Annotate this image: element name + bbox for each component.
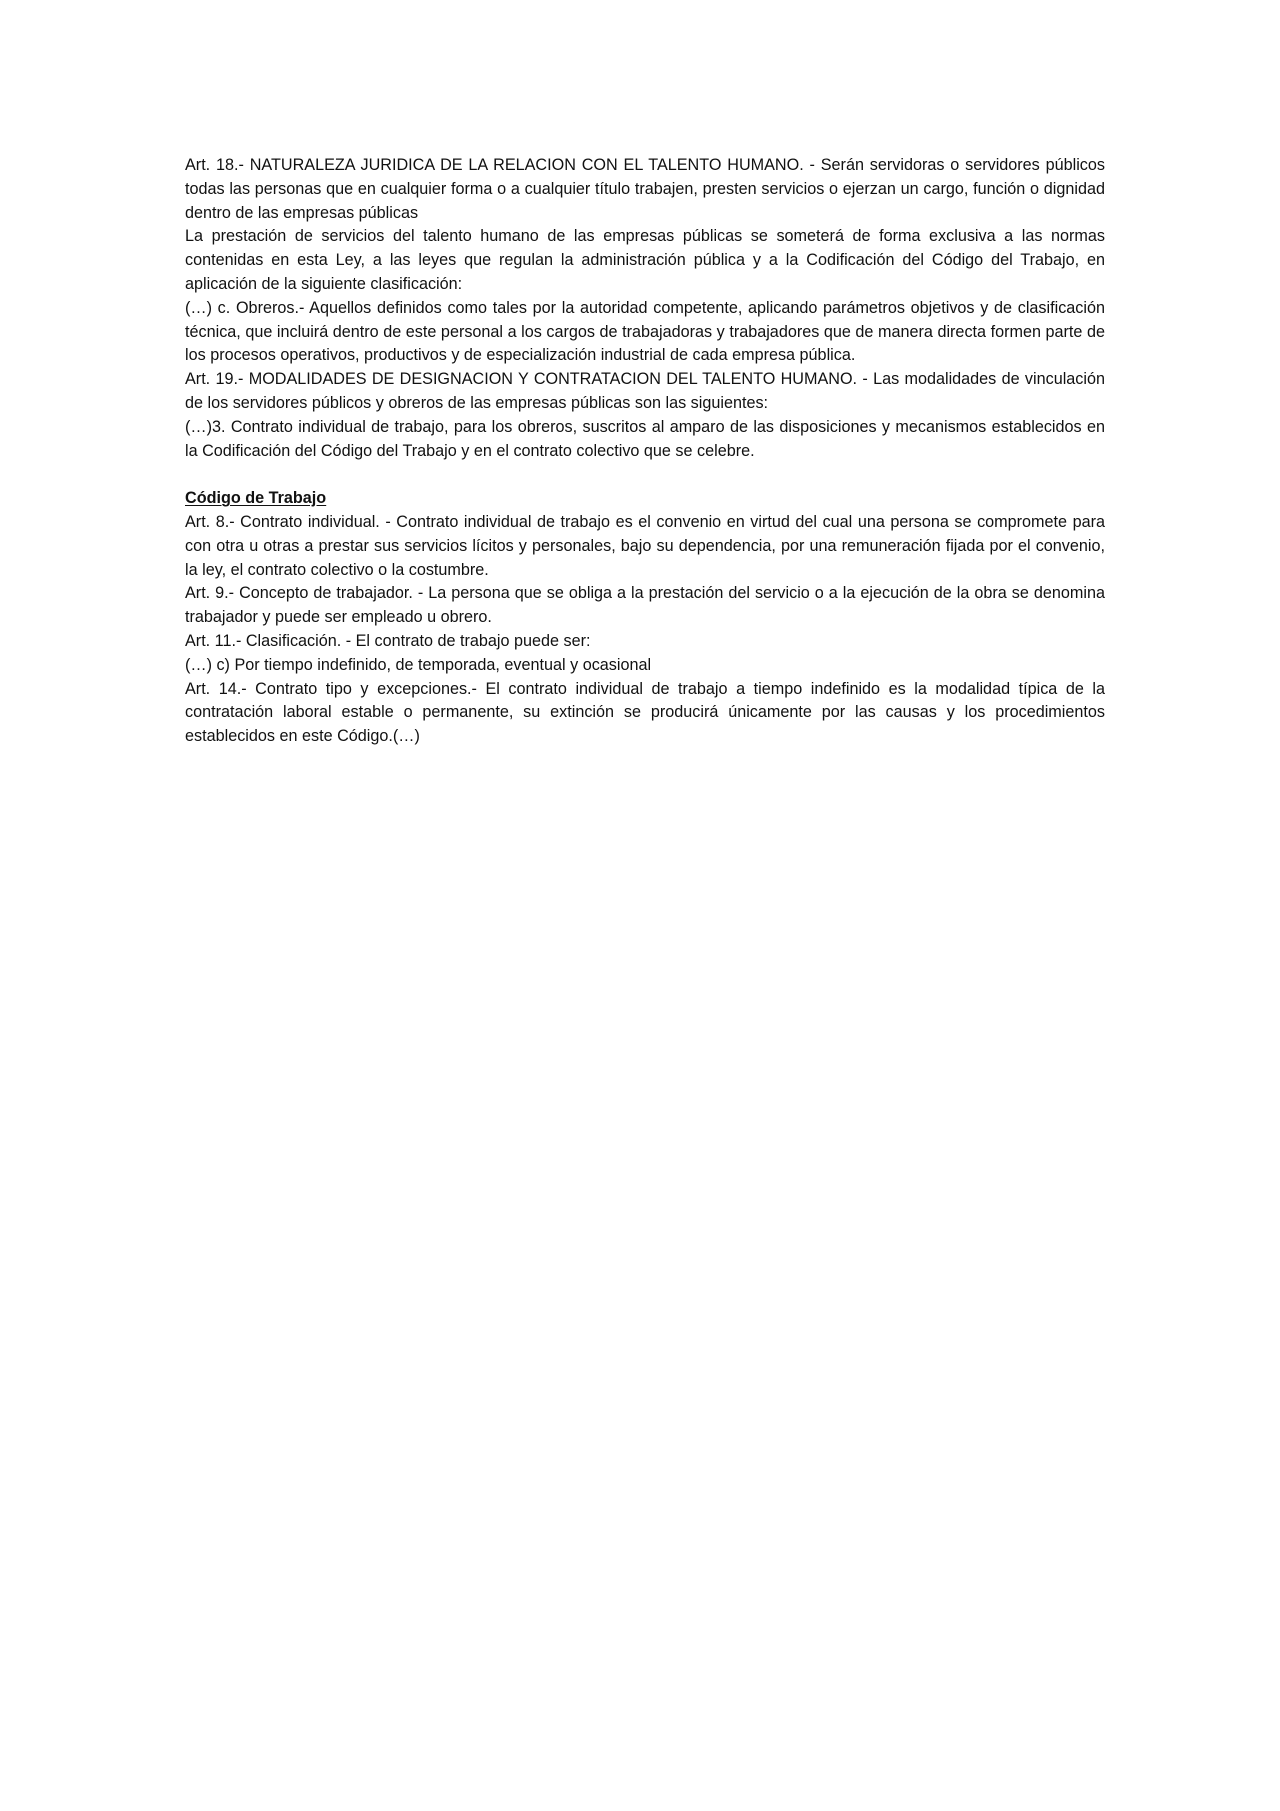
codigo-de-trabajo-heading: Código de Trabajo: [185, 489, 327, 508]
art-11-paragraph: Art. 11.- Clasificación. - El contrato de trabajo puede ser:: [185, 631, 591, 650]
art-14-paragraph: Art. 14.- Contrato tipo y excepciones.- El contrato individual de trabajo a tiempo indefinido es la modalidad típica de la contratación laboral estable o permanente, su extinción se producirá únicamente por las causas y los procedimientos establecidos en este Código.(…): [185, 679, 1105, 746]
art-8-paragraph: Art. 8.- Contrato individual. - Contrato individual de trabajo es el convenio en virtud del cual una persona se compromete para con otra u otras a prestar sus servicios lícitos y personales, bajo su dependencia, por una remuneración fijada por el convenio, la ley, el contrato colectivo o la costumbre.: [185, 512, 1105, 579]
art-9-paragraph: Art. 9.- Concepto de trabajador. - La persona que se obliga a la prestación del servicio o a la ejecución de la obra se denomina trabajador y puede ser empleado u obrero.: [185, 584, 1105, 627]
service-provision-paragraph: La prestación de servicios del talento humano de las empresas públicas se someterá de forma exclusiva a las normas contenidas en esta Ley, a las leyes que regulan la administración pública y a la Codificación del Código del Trabajo, en aplicación de la siguiente clasificación:: [185, 227, 1105, 293]
art-18-paragraph: Art. 18.- NATURALEZA JURIDICA DE LA RELACION CON EL TALENTO HUMANO. - Serán servidoras o servidores públicos todas las personas que en cualquier forma o a cualquier título trabajen, presten servicios o ejerzan un cargo, función o dignidad dentro de las empresas públicas: [185, 156, 1105, 222]
document-body: [185, 154, 1105, 749]
contract-modality-paragraph: (…)3. Contrato individual de trabajo, para los obreros, suscritos al amparo de las disposiciones y mecanismos establecidos en la Codificación del Código del Trabajo y en el contrato colectivo que se celebre.: [185, 417, 1105, 460]
art-11-item-c-paragraph: (…) c) Por tiempo indefinido, de temporada, eventual y ocasional: [185, 655, 652, 674]
art-19-paragraph: Art. 19.- MODALIDADES DE DESIGNACION Y CONTRATACION DEL TALENTO HUMANO. - Las modalidades de vinculación de los servidores públicos y obreros de las empresas públicas son las siguientes:: [185, 370, 1105, 412]
obreros-paragraph: (…) c. Obreros.- Aquellos definidos como tales por la autoridad competente, aplicando parámetros objetivos y de clasificación técnica, que incluirá dentro de este personal a los cargos de trabajadoras y trabajadores que de manera directa formen parte de los procesos operativos, productivos y de especialización industrial de cada empresa pública.: [185, 298, 1105, 365]
paragraph-spacer: [185, 463, 1105, 487]
